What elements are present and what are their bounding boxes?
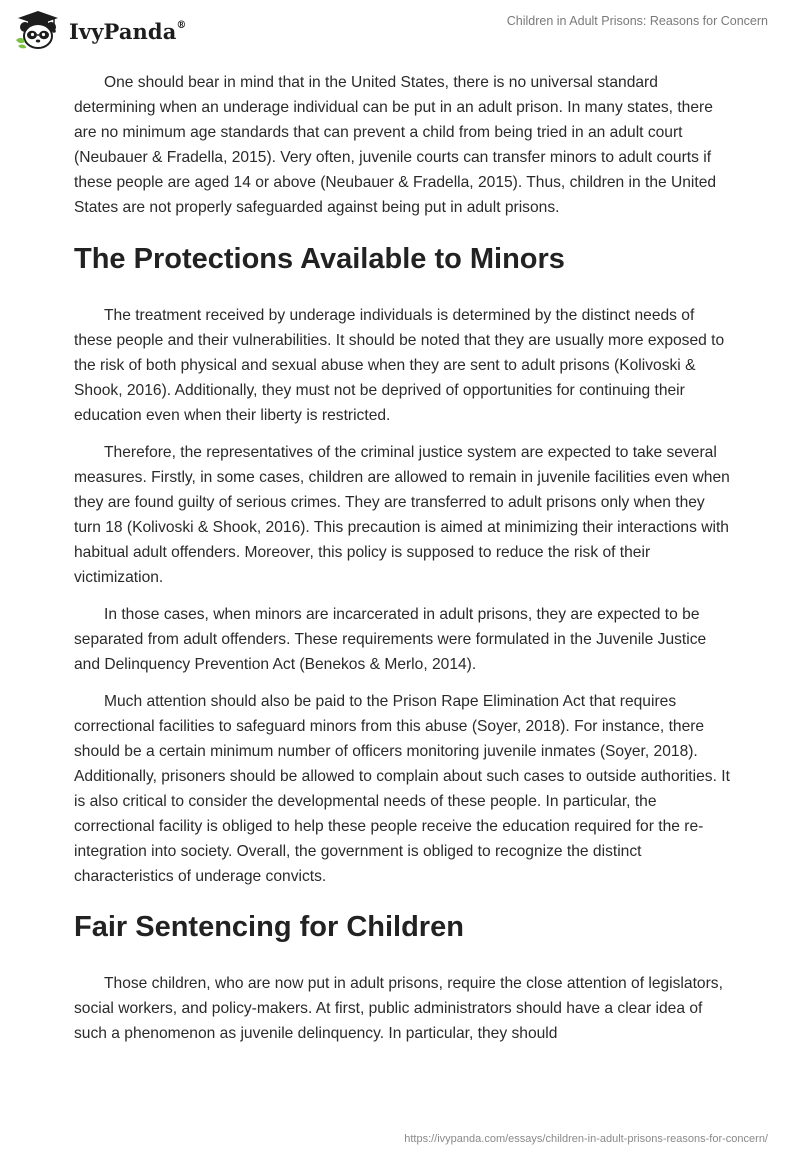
essay-content	[74, 70, 734, 1058]
page-header	[0, 0, 800, 60]
panda-graduate-icon	[14, 10, 62, 50]
paragraph: Much attention should also be paid to the Prison Rape Elimination Act that requires correctional facilities to safeguard minors from this abuse (Soyer, 2018). For instance, there should be a certain minimum number of officers monitoring juvenile inmates (Soyer, 2018). Additionally, prisoners should be allowed to complain about such cases to outside authorities. It is also critical to consider the developmental needs of these people. In particular, the correctional facility is obliged to help these people receive the education required for the re-integration into society. Overall, the government is obliged to recognize the distinct characteristics of underage convicts.	[74, 693, 730, 885]
paragraph: The treatment received by underage individuals is determined by the distinct needs of these people and their vulnerabilities. It should be noted that they are usually more exposed to the risk of both physical and sexual abuse when they are sent to adult prisons (Kolivoski & Shook, 2016). Additionally, they must not be deprived of opportunities for continuing their education even when their liberty is restricted.	[74, 307, 725, 424]
paragraph: Therefore, the representatives of the criminal justice system are expected to take several measures. Firstly, in some cases, children are allowed to remain in juvenile facilities even when they are found guilty of serious crimes. They are transferred to adult prisons only when they turn 18 (Kolivoski & Shook, 2016). This precaution is aimed at minimizing their interactions with habitual adult offenders. Moreover, this policy is supposed to reduce the risk of their victimization.	[74, 444, 730, 586]
section-heading-protections: The Protections Available to Minors	[74, 243, 565, 275]
intro-paragraph: One should bear in mind that in the United States, there is no universal standard determining when an underage individual can be put in an adult prison. In many states, there are no minimum age standards that can prevent a child from being tried in an adult court (Neubauer & Fradella, 2015). Very often, juvenile courts can transfer minors to adult courts if these people are aged 14 or above (Neubauer & Fradella, 2015). Thus, children in the United States are not properly safeguarded against being put in adult prisons.	[74, 74, 717, 216]
section-heading-sentencing: Fair Sentencing for Children	[74, 911, 464, 943]
paragraph: Those children, who are now put in adult prisons, require the close attention of legislators, social workers, and policy-makers. At first, public administrators should have a clear idea of such a phenomenon as juvenile delinquency. In particular, they should	[74, 975, 723, 1042]
source-url-link[interactable]: https://ivypanda.com/essays/children-in-adult-prisons-reasons-for-concern/	[404, 1133, 768, 1145]
paragraph: In those cases, when minors are incarcerated in adult prisons, they are expected to be separated from adult offenders. These requirements were formulated in the Juvenile Justice and Delinquency Prevention Act (Benekos & Merlo, 2014).	[74, 606, 707, 673]
ivypanda-logo[interactable]	[14, 10, 187, 50]
document-title: Children in Adult Prisons: Reasons for Concern	[506, 14, 768, 28]
brand-name: IvyPanda®	[69, 18, 187, 44]
